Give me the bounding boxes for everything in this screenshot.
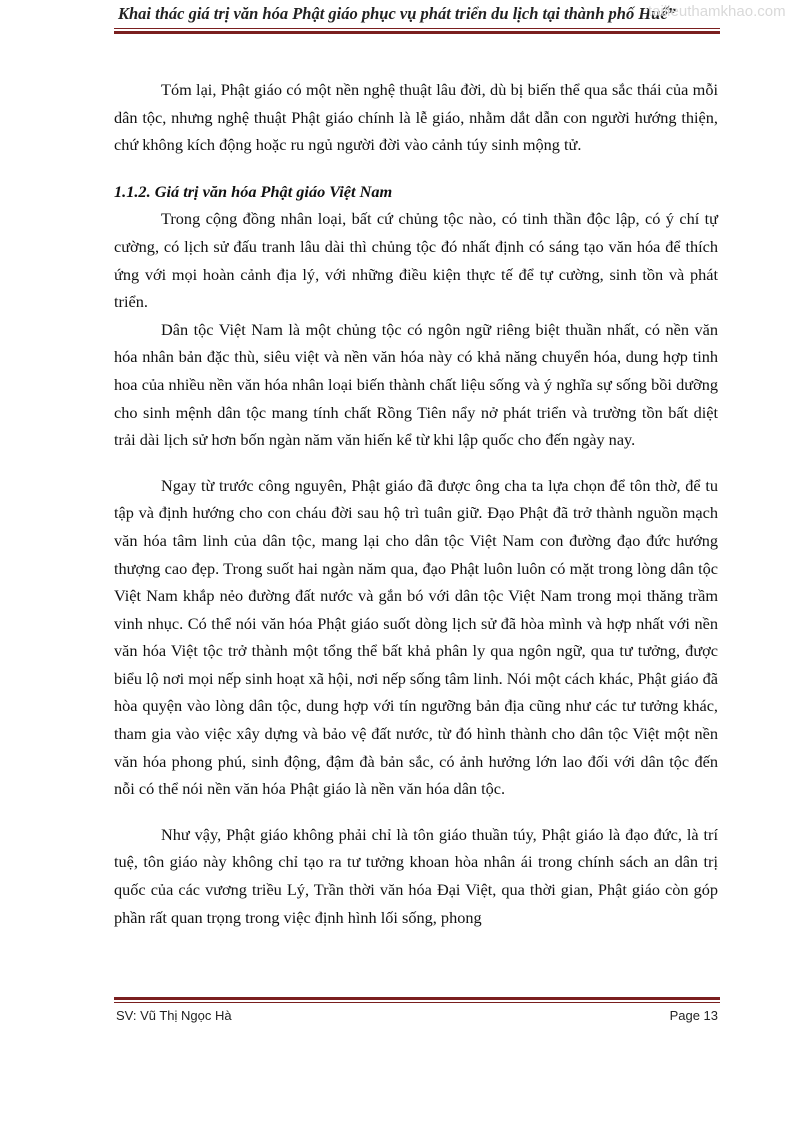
paragraph-buddhism-not-only-religion: Như vậy, Phật giáo không phải chỉ là tôn giáo thuần túy, Phật giáo là đạo đức, là trí tuệ, tôn giáo này không chỉ tạo ra tư tưởng khoan hòa nhân ái trong chính sách an dân trị quốc của các vương triều Lý, Trần thời văn hóa Đại Việt, qua thời gian, Phật giáo còn góp phần rất quan trọng trong việc định hình lối sống, phong	[114, 824, 718, 927]
paragraph-before-common-era: Ngay từ trước công nguyên, Phật giáo đã được ông cha ta lựa chọn để tôn thờ, để tu tập và định hướng cho con cháu đời sau hộ trì tuân giữ. Đạo Phật đã trở thành nguồn mạch văn hóa tâm linh của dân tộc, mang lại cho dân tộc Việt Nam con đường đạo đức hướng thượng cao đẹp. Trong suốt hai ngàn năm qua, đạo Phật luôn luôn có mặt trong lòng dân tộc Việt Nam khắp nẻo đường đất nước và gắn bó với dân tộc Việt Nam trong mọi thăng trầm vinh nhục. Có thể nói văn hóa Phật giáo suốt dòng lịch sử đã hòa mình và hợp nhất với nền văn hóa Việt tộc trở thành một tổng thể bất khả phân ly qua ngôn ngữ, qua tư tưởng, được biểu lộ nơi mọi nếp sinh hoạt xã hội, nơi nếp sống tâm linh. Nói một cách khác, Phật giáo đã hòa quyện vào lòng dân tộc, dung hợp với tín ngưỡng bản địa cũng như các tư tưởng khác, tham gia vào việc xây dựng và bảo vệ đất nước, từ đó hình thành cho dân tộc Việt một nền văn hóa phong phú, sinh động, đậm đà bản sắc, có ảnh hưởng lớn lao đối với dân tộc đến nỗi có thể nói nền văn hóa Phật giáo là nền văn hóa dân tộc.	[114, 475, 718, 799]
header-title: Khai thác giá trị văn hóa Phật giáo phục vụ phát triển du lịch tại thành phố Huế”	[118, 4, 676, 23]
document-body	[114, 76, 718, 931]
footer-rule-thin	[114, 1002, 720, 1003]
paragraph-human-community: Trong cộng đồng nhân loại, bất cứ chủng tộc nào, có tinh thần độc lập, có ý chí tự cường, có lịch sử đấu tranh lâu dài thì chủng tộc đó nhất định có sáng tạo văn hóa để thích ứng với mọi hoàn cảnh địa lý, với những điều kiện thực tế để tự cường, sinh tồn và phát triển.	[114, 209, 718, 312]
page-number: Page 13	[669, 1008, 718, 1023]
section-heading: 1.1.2. Giá trị văn hóa Phật giáo Việt Nam	[114, 181, 393, 201]
footer-rule-thick	[114, 997, 720, 1000]
watermark-text: tailieuthamkhao.com	[648, 3, 786, 20]
header-rule-thin	[114, 28, 720, 29]
header-rule-thick	[114, 31, 720, 34]
paragraph-vietnamese-nation: Dân tộc Việt Nam là một chủng tộc có ngôn ngữ riêng biệt thuần nhất, có nền văn hóa nhân bản đặc thù, siêu việt và nền văn hóa này có khả năng chuyển hóa, dung hợp tinh hoa của nhiều nền văn hóa nhân loại biến thành chất liệu sống và ý nghĩa sự sống bồi dưỡng cho sinh mệnh dân tộc mang tính chất Rồng Tiên nẩy nở phát triển và trường tồn bất diệt trải dài lịch sử hơn bốn ngàn năm văn hiến kể từ khi lập quốc cho đến ngày nay.	[114, 319, 718, 450]
paragraph-summary: Tóm lại, Phật giáo có một nền nghệ thuật lâu đời, dù bị biến thể qua sắc thái của mỗi dân tộc, nhưng nghệ thuật Phật giáo chính là lễ giáo, nhằm dắt dẫn con người hướng thiện, chứ không kích động hoặc ru ngủ người đời vào cảnh túy sinh mộng tử.	[114, 80, 718, 155]
footer-author: SV: Vũ Thị Ngọc Hà	[116, 1008, 232, 1023]
